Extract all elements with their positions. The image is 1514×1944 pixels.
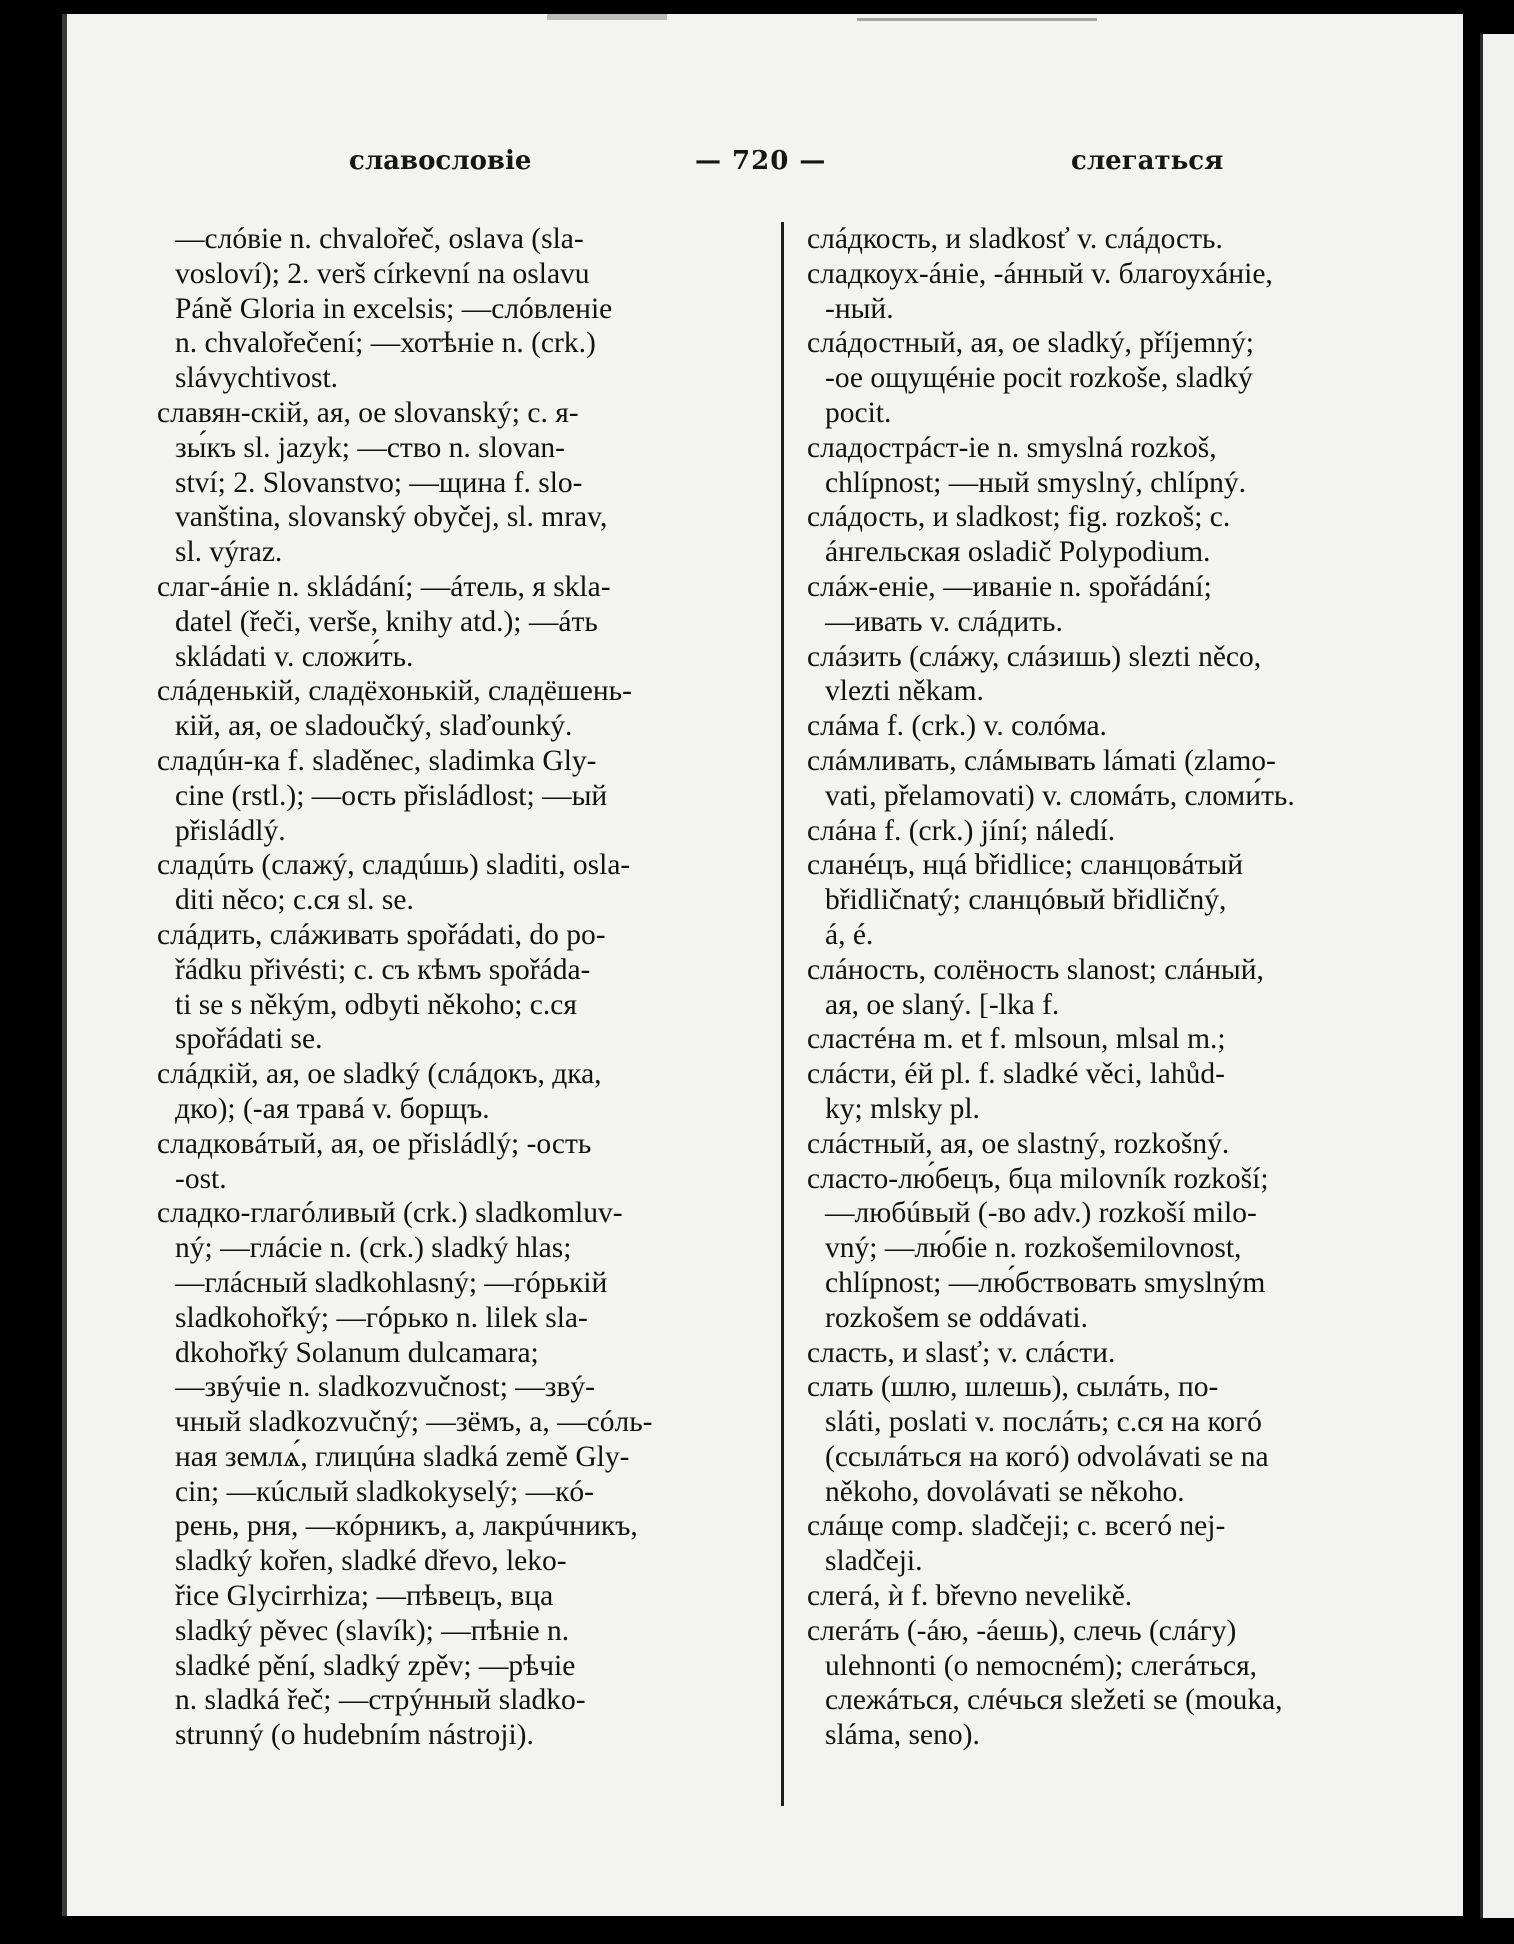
- print-mark: [547, 14, 667, 20]
- entry-line: sláti, poslati v. послáть; c.ся на когó: [825, 1406, 1262, 1439]
- entry-line: břidličnatý; сланцóвый břidličný,: [825, 884, 1227, 917]
- entry-line: cine (rstl.); —ость přisládlost; —ый: [175, 779, 608, 812]
- entry-line: diti něco; c.ся sl. se.: [175, 884, 414, 917]
- entry-line: řádku přivésti; c. съ кѣмъ spořáda-: [175, 953, 591, 986]
- entry-line: vanština, slovanský obyčej, sl. mrav,: [175, 501, 608, 534]
- entry-line: сладко-глагóливый (crk.) sladkomluv-: [157, 1197, 623, 1230]
- entry-line: cin; —кúслый sladkokyselý; —кó-: [175, 1475, 595, 1508]
- left-headword: славословіе: [349, 146, 532, 176]
- entry-line: ství; 2. Slovanstvo; —щина f. slo-: [175, 466, 583, 499]
- entry-line: слáма f. (crk.) v. солóма.: [807, 710, 1107, 743]
- dictionary-page: [62, 14, 1463, 1916]
- entry-line: n. sladká řeč; —стрýнный sladko-: [175, 1684, 586, 1717]
- entry-line: слáмливать, слáмывать lámati (zlamo-: [807, 744, 1276, 777]
- entry-line: слаг-áніе n. skládání; —áтель, я skla-: [157, 570, 611, 603]
- entry-line: слежáться, слéчься sležeti se (mouka,: [825, 1684, 1283, 1717]
- entry-line: -ost.: [175, 1162, 227, 1195]
- entry-line: слáще comp. sladčeji; c. всегó nej-: [807, 1510, 1226, 1543]
- entry-line: vlezti někam.: [825, 675, 984, 708]
- entry-line: —глáсный sladkohlasný; —гóрькій: [175, 1266, 608, 1299]
- entry-line: sladkohořký; —гóрько n. lilek sla-: [175, 1301, 588, 1334]
- entry-line: слáсти, éй pl. f. sladké věci, lahůd-: [807, 1058, 1225, 1091]
- entry-line: слáдость, и sladkost; fig. rozkoš; c.: [807, 501, 1231, 534]
- entry-line: á, é.: [825, 918, 874, 951]
- entry-line: pocit.: [825, 396, 892, 429]
- page-number: — 720 —: [695, 146, 827, 176]
- entry-line: чный sladkozvučný; —зёмъ, а, —сóль-: [175, 1406, 653, 1439]
- entry-line: dkohořký Solanum dulcamara;: [175, 1336, 539, 1369]
- entry-line: (ссылáться на когó) odvolávati se na: [825, 1440, 1269, 1473]
- entry-line: слáдкій, ая, ое sladký (слáдокъ, дка,: [157, 1058, 602, 1091]
- entry-line: слáна f. (crk.) jíní; náledí.: [807, 814, 1116, 847]
- entry-line: n. chvalořečení; —хотѣніе n. (crk.): [175, 327, 596, 360]
- entry-line: chlípnost; —лю́бствовать smyslným: [825, 1266, 1266, 1299]
- entry-line: слáдить, слáживать spořádati, do po-: [157, 918, 606, 951]
- entry-line: сладострáст-іе n. smyslná rozkoš,: [807, 431, 1217, 464]
- entry-line: slávychtivost.: [175, 362, 339, 395]
- entry-line: ная землѧ́, глицúна sladká země Gly-: [175, 1440, 630, 1473]
- entry-line: spořádati se.: [175, 1023, 323, 1056]
- entry-line: сласть, и slasť; v. слáсти.: [807, 1336, 1116, 1369]
- entry-line: рень, рня, —кóрникъ, а, лакрúчникъ,: [175, 1510, 638, 1543]
- entry-line: слáность, солёность slanost; слáный,: [807, 953, 1264, 986]
- entry-line: vati, přelamovati) v. сломáть, сломи́ть.: [825, 779, 1295, 812]
- entry-line: слегá, ѝ f. břevno nevelikě.: [807, 1580, 1133, 1613]
- entry-line: sladký pěvec (slavík); —пѣніе n.: [175, 1614, 570, 1647]
- right-column: [807, 222, 1433, 1753]
- entry-line: -ое ощущéніе pocit rozkoše, sladký: [825, 362, 1253, 395]
- entry-line: ný; —глáсіе n. (crk.) sladký hlas;: [175, 1232, 572, 1265]
- entry-line: кій, ая, ое sladoučký, slaďounký.: [175, 710, 573, 743]
- entry-line: зы́къ sl. jazyk; —ство n. slovan-: [175, 431, 565, 464]
- entry-line: áнгельская osladič Polypodium.: [825, 536, 1211, 569]
- entry-line: skládati v. сложи́ть.: [175, 640, 414, 673]
- entry-line: rozkošem se oddávati.: [825, 1301, 1088, 1334]
- entry-line: слáстный, ая, ое slastný, rozkošný.: [807, 1127, 1230, 1160]
- running-head: [67, 146, 1463, 186]
- entry-line: sladký kořen, sladké dřevo, leko-: [175, 1545, 567, 1578]
- entry-line: sladčeji.: [825, 1545, 923, 1578]
- entry-line: сланéцъ, нцá břidlice; сланцовáтый: [807, 849, 1244, 882]
- entry-line: ky; mlsky pl.: [825, 1092, 980, 1125]
- entry-line: —звýчіе n. sladkozvučnost; —звý-: [175, 1371, 595, 1404]
- column-divider: [781, 222, 784, 1806]
- entry-line: strunný (o hudebním nástroji).: [175, 1719, 534, 1752]
- entry-line: слáж-еніе, —иваніе n. spořádání;: [807, 570, 1212, 603]
- entry-line: sláma, seno).: [825, 1719, 980, 1752]
- entry-line: vosloví); 2. verš církevní na oslavu: [175, 257, 590, 290]
- entry-line: слать (шлю, шлешь), сылáть, по-: [807, 1371, 1219, 1404]
- entry-line: слáденькій, сладёхонькій, сладёшень-: [157, 675, 632, 708]
- print-rule: [857, 18, 1097, 21]
- entry-line: слáдостный, ая, ое sladký, příjemný;: [807, 327, 1254, 360]
- entry-line: сладкоух-áніе, -áнный v. благоухáніе,: [807, 257, 1273, 290]
- entry-line: славян-скій, ая, ое slovanský; c. я-: [157, 396, 579, 429]
- entry-line: сладúн-ка f. sladěnec, sladimka Gly-: [157, 744, 597, 777]
- entry-line: сласто-лю́бецъ, бца milovník rozkoší;: [807, 1162, 1269, 1195]
- entry-line: —любúвый (-во adv.) rozkoší milo-: [825, 1197, 1257, 1230]
- entry-line: —слóвіе n. chvalořeč, oslava (sla-: [175, 223, 584, 255]
- entry-line: слáзить (слáжу, слáзишь) slezti něco,: [807, 640, 1262, 673]
- right-headword: слегаться: [1071, 146, 1224, 176]
- entry-line: сладúть (слажý, сладúшь) sladiti, osla-: [157, 849, 631, 882]
- entry-line: někoho, dovolávati se někoho.: [825, 1475, 1185, 1508]
- entry-line: datel (řeči, verše, knihy atd.); —áть: [175, 605, 598, 638]
- entry-line: sladké pění, sladký zpěv; —рѣчіе: [175, 1649, 576, 1682]
- entry-line: sl. výraz.: [175, 536, 283, 569]
- left-column: [157, 222, 757, 1753]
- entry-line: сластéна m. et f. mlsoun, mlsal m.;: [807, 1023, 1226, 1056]
- entry-line: ulehnonti (o nemocném); слегáться,: [825, 1649, 1258, 1682]
- entry-line: —ивать v. слáдить.: [825, 605, 1063, 638]
- entry-line: дко); (-ая травá v. борщъ.: [175, 1092, 490, 1125]
- entry-line: слегáть (-áю, -áешь), слечь (слáгу): [807, 1614, 1237, 1647]
- entry-line: řice Glycirrhiza; —пѣвецъ, вца: [175, 1580, 554, 1613]
- entry-line: -ный.: [825, 292, 894, 325]
- adjacent-page-edge: [1480, 34, 1514, 1918]
- entry-line: слáдкость, и sladkosť v. слáдость.: [807, 223, 1223, 255]
- entry-line: vný; —лю́біе n. rozkošemilovnost,: [825, 1232, 1242, 1265]
- entry-line: přisládlý.: [175, 814, 286, 847]
- entry-line: ti se s někým, odbyti někoho; c.ся: [175, 988, 577, 1021]
- entry-line: chlípnost; —ный smyslný, chlípný.: [825, 466, 1246, 499]
- entry-line: ая, ое slaný. [-lka f.: [825, 988, 1060, 1021]
- entry-line: Páně Gloria in excelsis; —слóвленіе: [175, 292, 613, 325]
- entry-line: сладковáтый, ая, ое přisládlý; -ость: [157, 1127, 592, 1160]
